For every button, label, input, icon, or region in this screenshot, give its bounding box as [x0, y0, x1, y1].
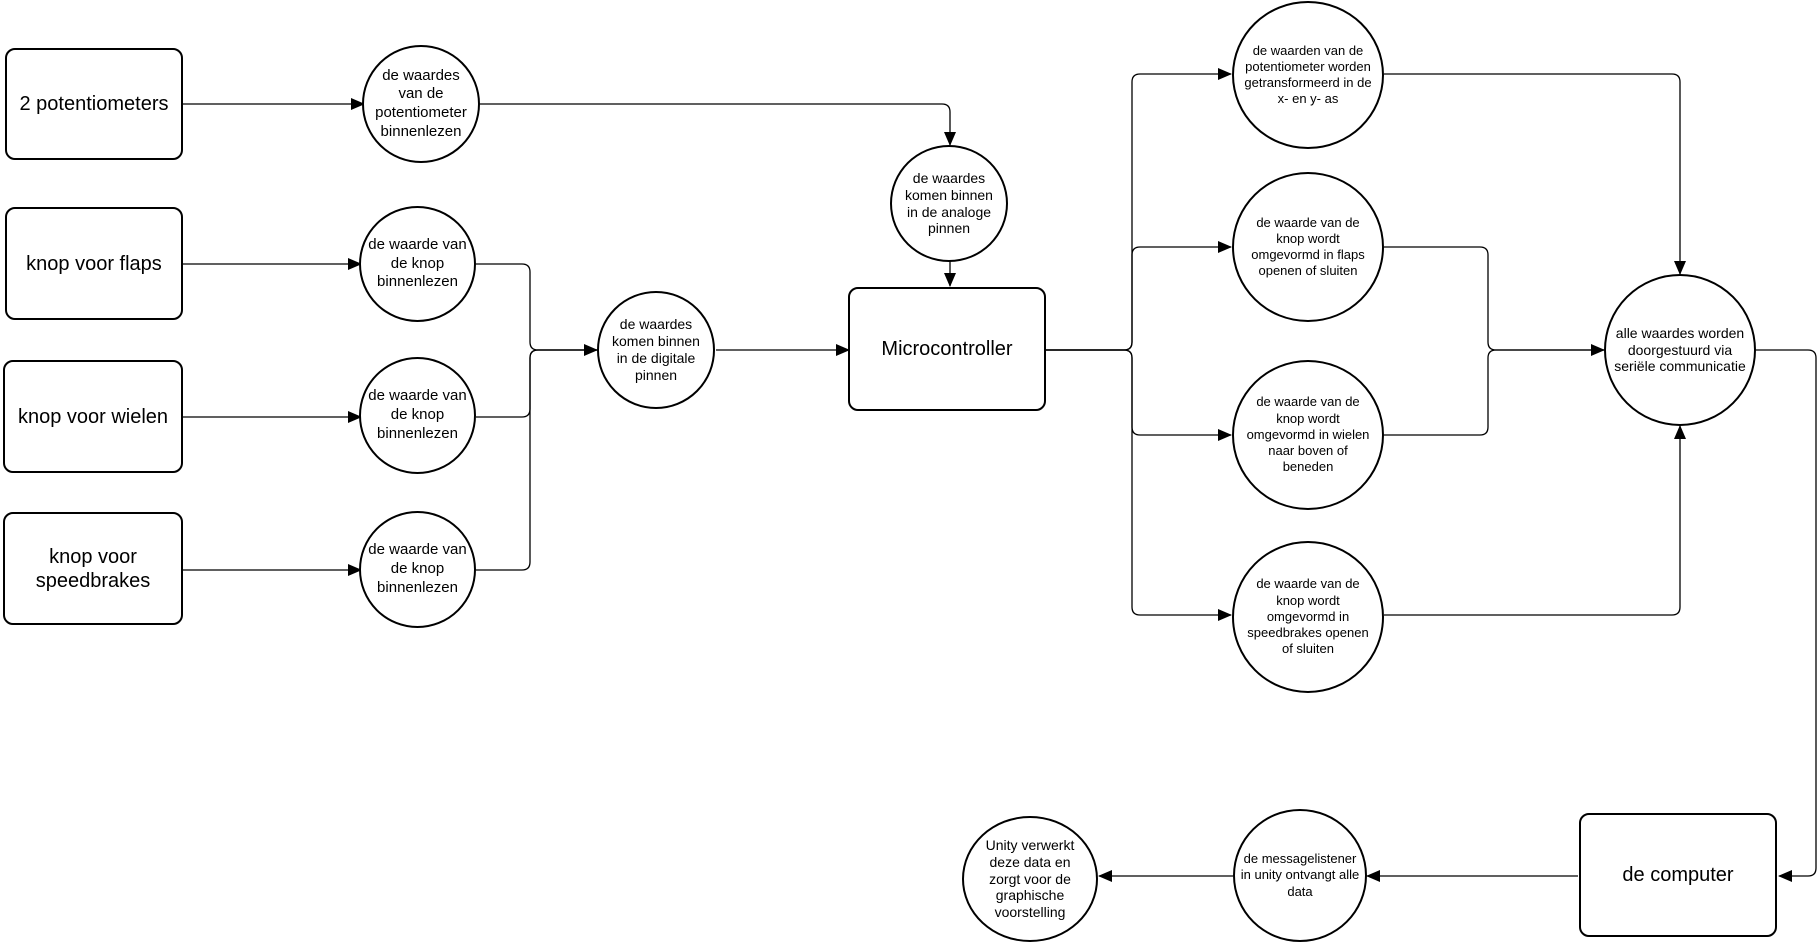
- edge-read-flaps-to-digital: [476, 264, 597, 350]
- digital-pins-text: de waardes komen binnen in de digitale pinnen: [612, 316, 700, 383]
- potentiometers-label: 2 potentiometers: [19, 93, 169, 115]
- edge-transform-speedbrakes-to-serial: [1384, 426, 1680, 615]
- microcontroller-label: Microcontroller: [881, 338, 1013, 360]
- potentiometers-box: [5, 48, 183, 160]
- read-wheels-text: de waarde van de knop binnenlezen: [368, 387, 467, 442]
- read-flaps-node: [359, 206, 476, 322]
- edge-transform-pot-to-serial: [1384, 74, 1680, 274]
- transform-potentiometer-text: de waarden van de potentiometer worden getransformeerd in de x- en y- as: [1244, 42, 1372, 107]
- wheels-button-label: knop voor wielen: [17, 405, 169, 428]
- edge-transform-flaps-to-serial: [1384, 247, 1604, 350]
- read-potentiometer-node: [362, 45, 480, 163]
- wheels-button-box: [3, 360, 183, 473]
- read-potentiometer-text: de waardes van de potentiometer binnenlezen: [375, 66, 467, 140]
- read-flaps-text: de waarde van de knop binnenlezen: [368, 235, 467, 291]
- microcontroller-box: [848, 287, 1046, 411]
- speedbrakes-button-box: [3, 512, 183, 625]
- edge-transform-wheels-to-serial: [1384, 350, 1604, 435]
- analog-pins-text: de waardes komen binnen in de analoge pinnen: [905, 169, 993, 237]
- read-speedbrakes-text: de waarde van de knop binnenlezen: [368, 541, 467, 596]
- transform-flaps-node: [1232, 172, 1384, 322]
- analog-pins-node: [890, 145, 1008, 262]
- computer-label: de computer: [1622, 864, 1734, 886]
- read-wheels-node: [359, 357, 476, 474]
- unity-node: [962, 816, 1098, 942]
- transform-speedbrakes-text: de waarde van de knop wordt omgevormd in speedbrakes openen of sluiten: [1247, 576, 1369, 657]
- flaps-button-box: [5, 207, 183, 320]
- edge-serial-to-computer: [1756, 350, 1816, 876]
- flaps-button-label: knop voor flaps: [26, 252, 162, 275]
- edge-read-wheels-to-digital: [476, 350, 597, 417]
- unity-text: Unity verwerkt deze data en zorgt voor de graphische voorstelling: [985, 837, 1075, 921]
- edge-mc-to-transform-wheels: [1046, 350, 1231, 435]
- edge-read-pot-to-analog: [480, 104, 950, 145]
- edge-mc-to-transform-pot: [1046, 74, 1231, 350]
- computer-box: [1579, 813, 1777, 937]
- edge-mc-to-transform-flaps: [1046, 247, 1231, 350]
- messagelistener-node: [1233, 809, 1367, 942]
- serial-communication-text: alle waardes worden doorgestuurd via seriële communicatie: [1614, 324, 1746, 375]
- transform-speedbrakes-node: [1232, 541, 1384, 693]
- read-speedbrakes-node: [359, 511, 476, 628]
- digital-pins-node: [597, 291, 715, 409]
- messagelistener-text: de messagelistener in unity ontvangt alle data: [1240, 851, 1360, 899]
- serial-communication-node: [1604, 274, 1756, 426]
- transform-wheels-node: [1232, 360, 1384, 510]
- transform-flaps-text: de waarde van de knop wordt omgevormd in flaps openen of sluiten: [1251, 214, 1365, 279]
- transform-wheels-text: de waarde van de knop wordt omgevormd in wielen naar boven of beneden: [1246, 394, 1370, 475]
- speedbrakes-button-label: knop voor speedbrakes: [35, 545, 151, 592]
- edge-read-speedbrakes-to-digital: [476, 350, 597, 570]
- transform-potentiometer-node: [1232, 1, 1384, 149]
- edge-mc-to-transform-speedbrakes: [1046, 350, 1231, 615]
